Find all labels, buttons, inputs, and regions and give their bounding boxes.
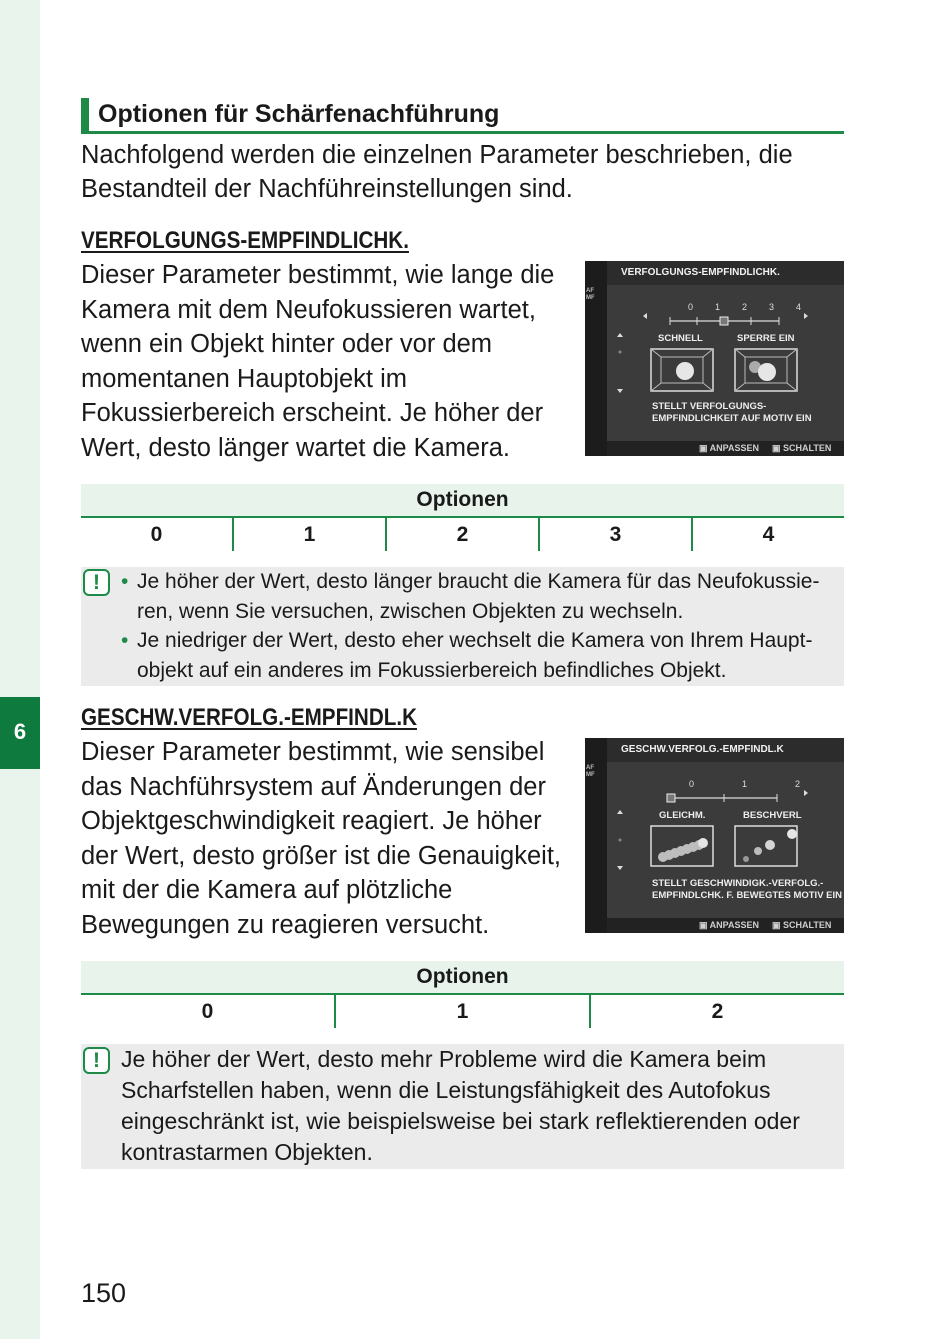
- screen-bottom-bar: [607, 918, 844, 933]
- param1-note-list: [121, 567, 841, 685]
- option-cell: 0: [201, 1000, 214, 1023]
- scale-label: 4: [796, 302, 802, 312]
- left-option-label: SCHNELL: [658, 333, 703, 344]
- option-cell: 2: [385, 518, 538, 551]
- section-title: Optionen für Schärfenachführung: [98, 100, 500, 128]
- screen-bottom-bar: [607, 441, 844, 456]
- intro-paragraph: Nachfolgend werden die einzelnen Parameter beschrieben, die Bestandteil der Nachführeinstellungen sind.: [81, 141, 793, 203]
- chapter-number: 6: [13, 719, 27, 744]
- scale-label: 2: [795, 779, 801, 789]
- section-heading: [81, 98, 844, 134]
- screen-title: VERFOLGUNGS-EMPFINDLICHK.: [621, 267, 780, 278]
- screen-title: GESCHW.VERFOLG.-EMPFINDL.K: [621, 744, 784, 755]
- options-row: [81, 995, 844, 1028]
- param1-camera-screen: [585, 261, 844, 456]
- page-number: 150: [81, 1278, 127, 1308]
- right-option-label: SPERRE EIN: [737, 333, 795, 344]
- param1-body: Dieser Parameter bestimmt, wie lange die Kamera mit dem Neufokussieren wartet, wenn ein Objekt hinter oder vor dem momentanen Hauptobjekt im Fokussierbereich erscheint. Je höher der Wert, desto länger wartet die Kamera.: [81, 261, 555, 462]
- option-cell: 3: [538, 518, 691, 551]
- list-item: • Je niedriger der Wert, desto eher wechselt die Kamera von Ihrem Hauptobjekt auf ein anderes im Fokussierbereich befindliches Objekt.: [121, 629, 813, 682]
- af-mf-indicator: AF MF: [586, 288, 595, 301]
- param1-title: VERFOLGUNGS-EMPFINDLICHK.: [81, 227, 409, 254]
- param1-options-table: [81, 484, 844, 551]
- switch-hint: ▣ SCHALTEN: [772, 920, 832, 930]
- param2-body: Dieser Parameter bestimmt, wie sensibel das Nachführsystem auf Änderungen der Objektgeschwindigkeit reagiert. Je höher der Wert, desto größer ist die Genauigkeit, mit der die Kamera auf plötzliche Bewegungen zu reagieren versucht.: [81, 738, 562, 939]
- param2-options-table: [81, 961, 844, 1028]
- caution-icon: !: [83, 569, 110, 596]
- scale-label: 1: [715, 302, 721, 312]
- param2-title: GESCHW.VERFOLG.-EMPFINDL.K: [81, 704, 417, 731]
- option-cell: 0: [150, 523, 163, 546]
- right-option-label: BESCHVERL: [743, 810, 802, 821]
- chapter-tab: [0, 697, 40, 769]
- param1-note-box: [81, 567, 844, 686]
- left-option-label: GLEICHM.: [659, 810, 706, 821]
- scale-label: 3: [769, 302, 775, 312]
- screen-panel: [607, 738, 844, 918]
- param2-note-box: [81, 1044, 844, 1169]
- scale-label: 0: [688, 302, 694, 312]
- param2-note-text: Je höher der Wert, desto mehr Probleme wird die Kamera beim Scharfstellen haben, wenn die Leistungsfähigkeit des Autofokus eingeschränkt ist, wie beispielsweise bei stark reflektierenden oder kontrastarmen Objekten.: [121, 1046, 800, 1165]
- option-cell: 2: [589, 995, 844, 1028]
- section-heading-bar: [81, 98, 89, 131]
- option-cell: 1: [334, 995, 589, 1028]
- option-cell: 1: [232, 518, 385, 551]
- adjust-hint: ▣ ANPASSEN: [699, 443, 760, 453]
- options-header: Optionen: [81, 484, 844, 518]
- adjust-hint: ▣ ANPASSEN: [699, 920, 760, 930]
- switch-hint: ▣ SCHALTEN: [772, 443, 832, 453]
- screen-description: STELLT VERFOLGUNGS- EMPFINDLICHKEIT AUF MOTIV EIN: [652, 401, 812, 424]
- scale-label: 1: [742, 779, 748, 789]
- options-header: Optionen: [81, 961, 844, 995]
- caution-icon: !: [83, 1047, 110, 1074]
- options-row: [81, 518, 844, 551]
- screen-description: STELLT GESCHWINDIGK.-VERFOLG.- EMPFINDLCHK. F. BEWEGTES MOTIV EIN: [652, 878, 843, 901]
- scale-label: 0: [689, 779, 695, 789]
- option-cell: 4: [691, 518, 844, 551]
- side-margin-strip: [0, 0, 40, 1339]
- scale-label: 2: [742, 302, 748, 312]
- af-mf-indicator: AF MF: [586, 765, 595, 778]
- param2-camera-screen: [585, 738, 844, 933]
- screen-panel: [607, 261, 844, 441]
- list-item: • Je höher der Wert, desto länger braucht die Kamera für das Neufokussieren, wenn Sie versuchen, zwischen Objekten zu wechseln.: [121, 570, 820, 623]
